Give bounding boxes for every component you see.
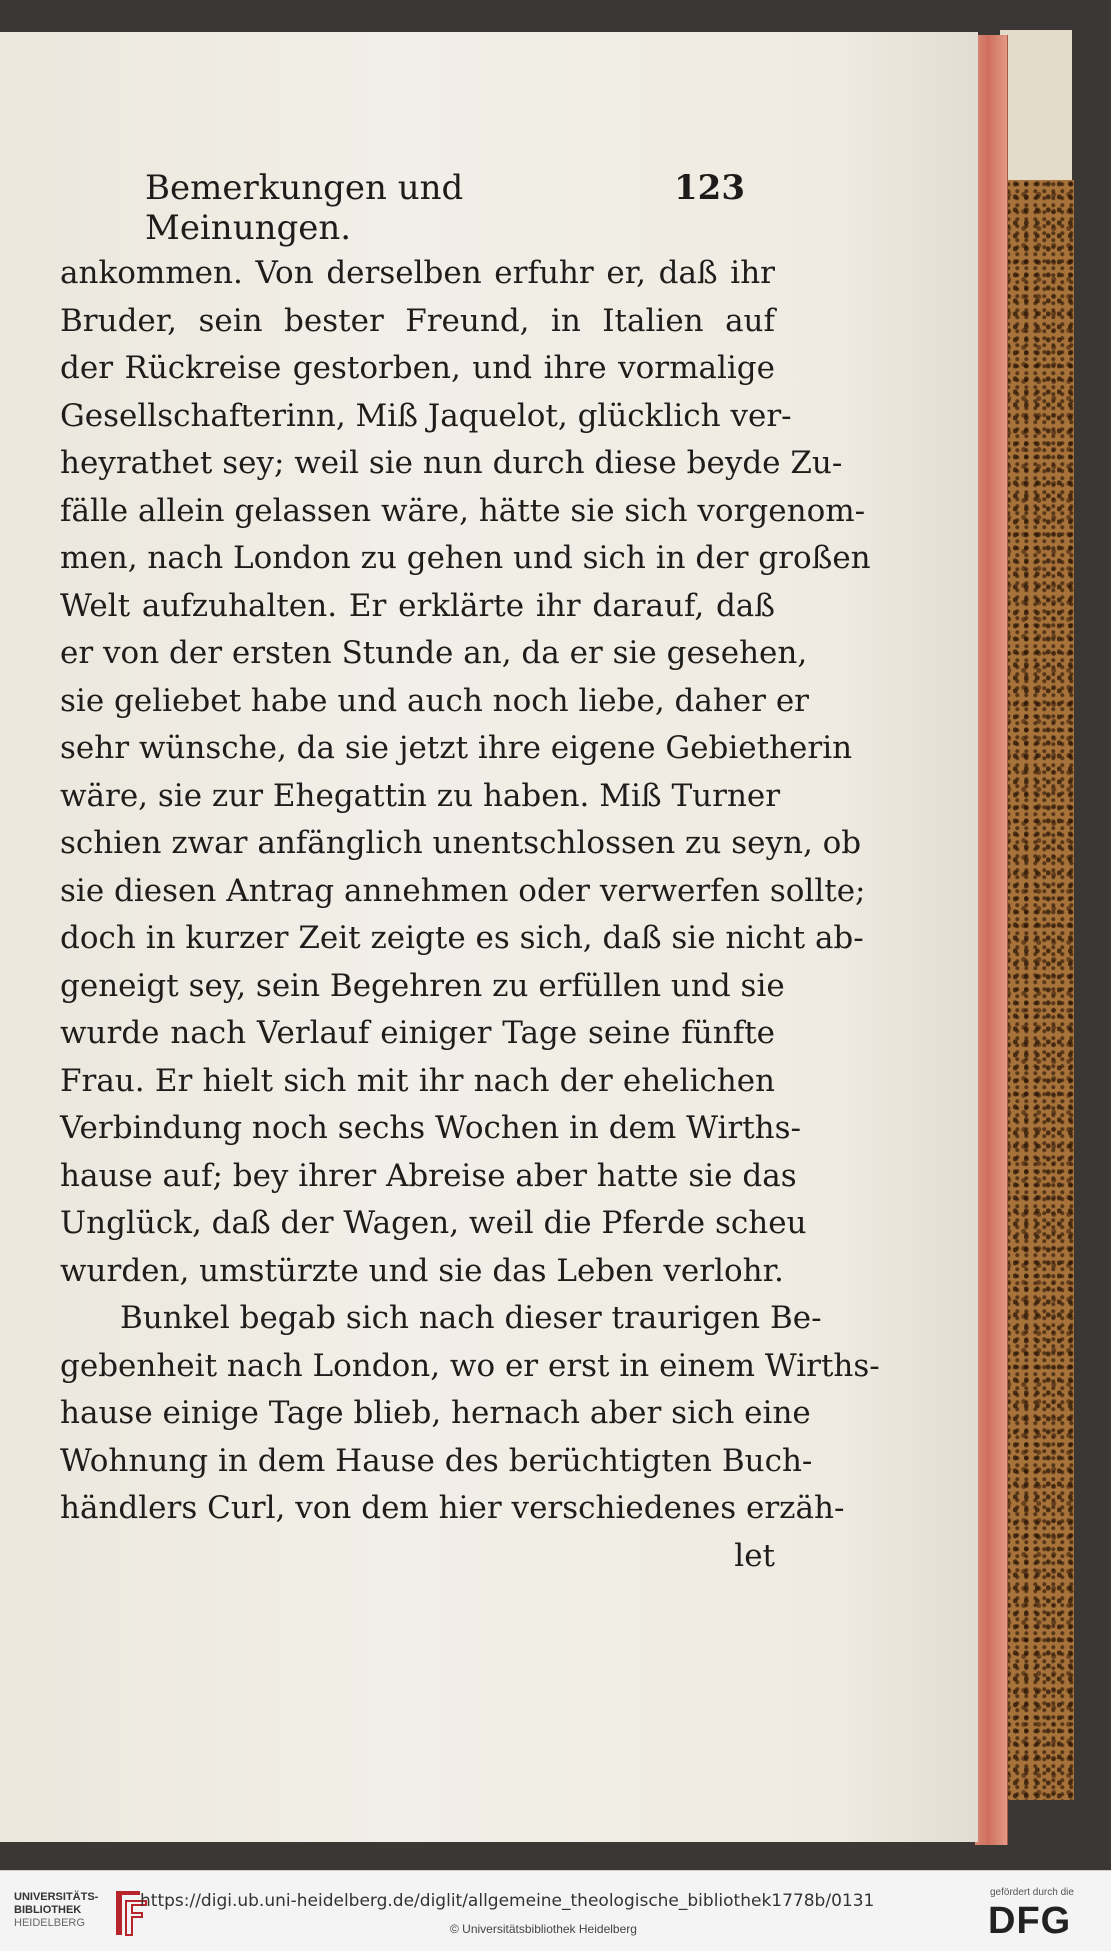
library-name-line1: UNIVERSITÄTS- bbox=[14, 1891, 99, 1903]
funding-note: gefördert durch die bbox=[990, 1887, 1074, 1898]
copyright-notice: © Universitätsbibliothek Heidelberg bbox=[450, 1922, 637, 1936]
text-line: ankommen. Von derselben erfuhr er, daß ihr bbox=[60, 255, 775, 291]
text-line: wäre, sie zur Ehegattin zu haben. Miß Turner bbox=[60, 777, 781, 814]
text-line: hause einige Tage blieb, hernach aber sich eine bbox=[60, 1395, 811, 1431]
text-line: geneigt sey, sein Begehren zu erfüllen und sie bbox=[60, 967, 785, 1004]
page-header bbox=[145, 168, 745, 248]
text-line: Bruder, sein bester Freund, in Italien auf bbox=[60, 302, 775, 339]
text-line: Wohnung in dem Hause des berüchtigten Buch- bbox=[60, 1442, 813, 1479]
text-line: Frau. Er hielt sich mit ihr nach der ehelichen bbox=[60, 1062, 775, 1099]
viewer-footer bbox=[0, 1870, 1111, 1951]
text-line: schien zwar anfänglich unentschlossen zu seyn, ob bbox=[60, 825, 862, 861]
catchword: let bbox=[734, 1537, 775, 1574]
text-line: wurden, umstürzte und sie das Leben verlohr. bbox=[60, 1252, 784, 1289]
permalink-url[interactable]: https://digi.ub.uni-heidelberg.de/diglit/allgemeine_theologische_bibliothek1778b/0131 bbox=[140, 1891, 875, 1911]
text-line: sehr wünsche, da sie jetzt ihre eigene Gebietherin bbox=[60, 730, 853, 766]
marbled-cover-board bbox=[1000, 180, 1074, 1800]
text-line: gebenheit nach London, wo er erst in einem Wirths- bbox=[60, 1347, 880, 1384]
text-line: Unglück, daß der Wagen, weil die Pferde scheu bbox=[60, 1205, 807, 1241]
text-line: Welt aufzuhalten. Er erklärte ihr darauf, daß bbox=[60, 587, 775, 624]
body-text bbox=[60, 250, 880, 1580]
running-head: Bemerkungen und Meinungen. bbox=[145, 168, 464, 248]
text-line: sie diesen Antrag annehmen oder verwerfen sollte; bbox=[60, 872, 866, 909]
text-line: der Rückreise gestorben, und ihre vormalige bbox=[60, 350, 775, 386]
library-name-line2: BIBLIOTHEK bbox=[14, 1904, 82, 1916]
library-name-line3: HEIDELBERG bbox=[14, 1917, 85, 1929]
dfg-logo[interactable]: DFG bbox=[988, 1900, 1072, 1942]
text-line: men, nach London zu gehen und sich in der großen bbox=[60, 540, 871, 576]
text-line: er von der ersten Stunde an, da er sie gesehen, bbox=[60, 635, 808, 671]
text-line: wurde nach Verlauf einiger Tage seine fünfte bbox=[60, 1015, 775, 1051]
text-line: hause auf; bey ihrer Abreise aber hatte sie das bbox=[60, 1157, 797, 1194]
cover-board-top bbox=[1000, 30, 1072, 180]
page-number: 123 bbox=[674, 168, 745, 208]
text-line: doch in kurzer Zeit zeigte es sich, daß sie nicht ab- bbox=[60, 920, 864, 956]
text-line: Bunkel begab sich nach dieser traurigen Be- bbox=[120, 1300, 822, 1336]
text-line: Gesellschafterinn, Miß Jaquelot, glücklich ver- bbox=[60, 397, 792, 434]
text-line: heyrathet sey; weil sie nun durch diese beyde Zu- bbox=[60, 445, 843, 481]
page-edges bbox=[975, 35, 1008, 1845]
text-line: sie geliebet habe und auch noch liebe, daher er bbox=[60, 682, 809, 719]
text-line: Verbindung noch sechs Wochen in dem Wirths- bbox=[60, 1110, 802, 1146]
text-line: händlers Curl, von dem hier verschiedenes erzäh- bbox=[60, 1490, 845, 1526]
text-line: fälle allein gelassen wäre, hätte sie sich vorgenom- bbox=[60, 492, 866, 529]
